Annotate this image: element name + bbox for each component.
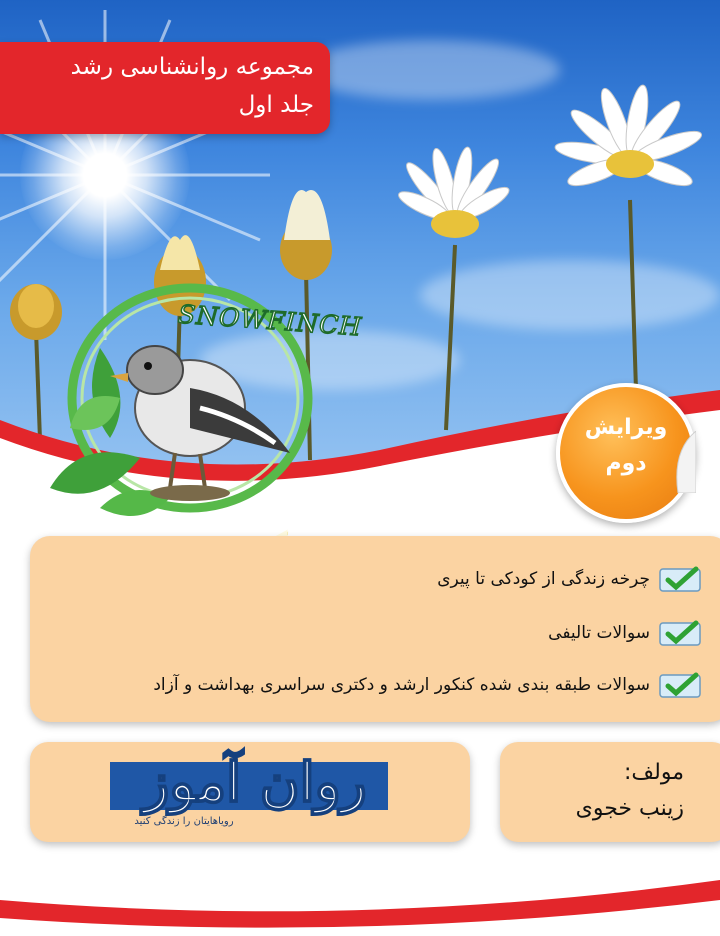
- publisher-tagline: رویاهایتان را زندگی کنید: [134, 816, 234, 827]
- checkmark-icon: [658, 565, 702, 593]
- features-panel: [30, 536, 720, 722]
- bottom-red-wave: [0, 860, 720, 936]
- flower-icon: [280, 190, 332, 280]
- feature-text: سوالات تالیفی: [548, 623, 650, 643]
- edition-badge: [556, 383, 696, 523]
- checkmark-icon: [658, 619, 702, 647]
- volume-label: جلد اول: [238, 92, 314, 118]
- checkmark-icon: [658, 671, 702, 699]
- logo-english-word: SNOWFINCH: [177, 299, 364, 342]
- flower-icon: [554, 84, 705, 191]
- author-label: مولف:: [623, 760, 684, 785]
- edition-line-2: دوم: [605, 451, 647, 476]
- flower-icon: [395, 146, 512, 238]
- author-box: [500, 742, 720, 842]
- publisher-name: روان آموز: [143, 750, 367, 814]
- author-name: زینب خجوی: [575, 796, 684, 821]
- title-banner: [0, 42, 330, 134]
- feature-item: [548, 618, 702, 648]
- page-curl-icon: [666, 431, 696, 493]
- feature-item: [153, 670, 702, 700]
- feature-text: سوالات طبقه بندی شده کنکور ارشد و دکتری سراسری بهداشت و آزاد: [153, 675, 650, 695]
- bird-icon: [110, 346, 290, 501]
- feature-text: چرخه زندگی از کودکی تا پیری: [437, 569, 650, 589]
- publisher-box: [30, 742, 470, 842]
- series-title: مجموعه روانشناسی رشد: [70, 54, 314, 80]
- edition-line-1: ویرایش: [584, 415, 668, 440]
- feature-item: [437, 564, 702, 594]
